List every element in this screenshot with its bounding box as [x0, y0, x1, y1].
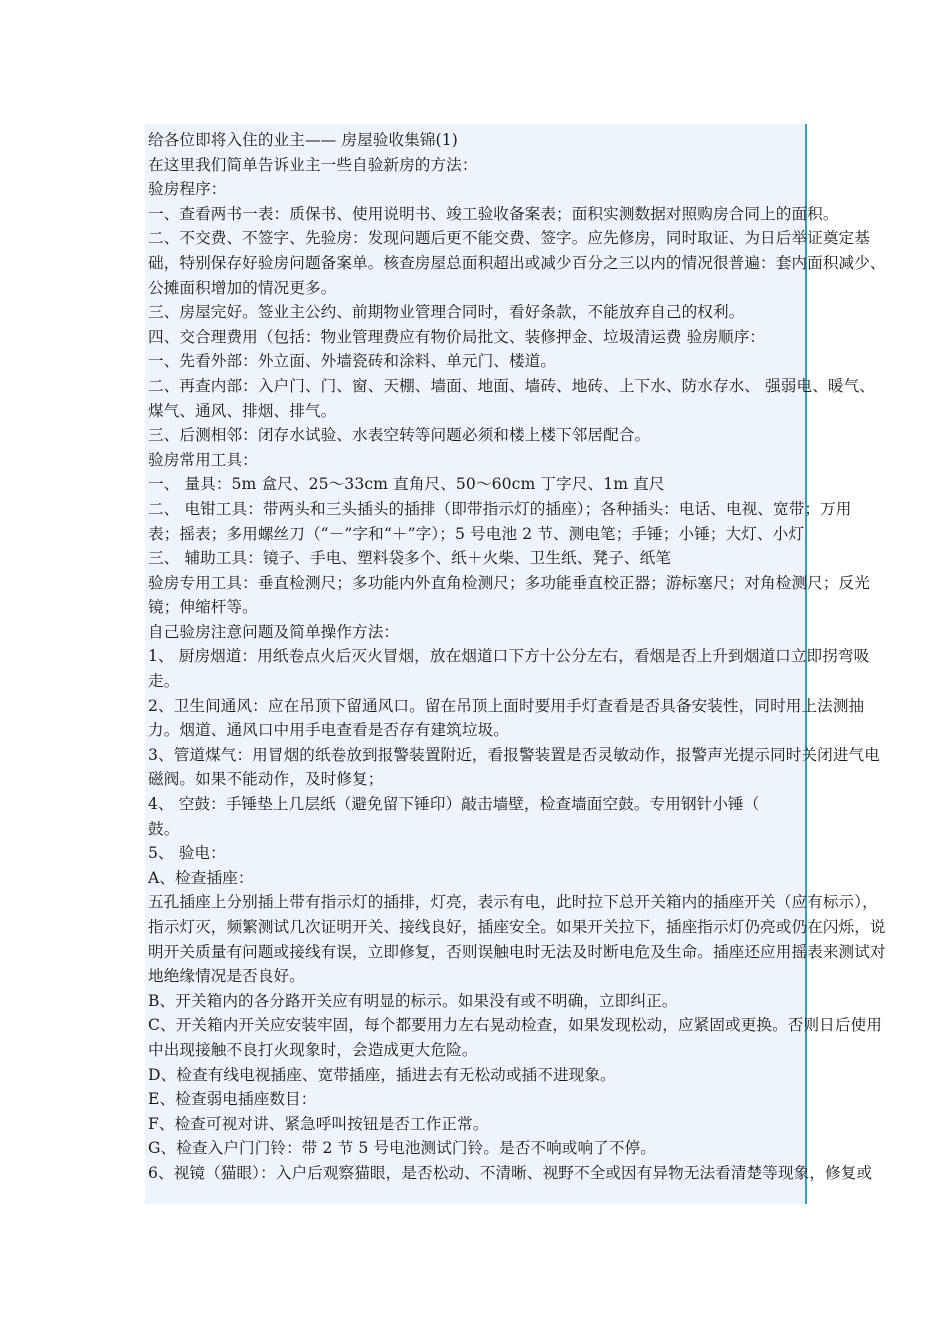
text-line: 明开关质量有问题或接线有误，立即修复，否则误触电时无法及时断电危及生命。插座还应用摇表来测试对: [148, 942, 886, 961]
text-line: D、检查有线电视插座、宽带插座，插进去有无松动或插不进现象。: [148, 1065, 616, 1084]
text-line: 2、卫生间通风：应在吊顶下留通风口。留在吊顶上面时要用手灯查看是否具备安装性，同时用上法测抽: [148, 696, 865, 715]
text-line: 地绝缘情况是否良好。: [148, 967, 305, 986]
text-line: 6、视镜（猫眼）：入户后观察猫眼，是否松动、不清晰、视野不全或因有异物无法看清楚等现象，修复或: [148, 1163, 873, 1182]
text-line: 二、 电钳工具：带两头和三头插头的插排（即带指示灯的插座）；各种插头：电话、电视、宽带；万用: [148, 499, 852, 518]
text-line: E、检查弱电插座数目：: [148, 1090, 317, 1109]
document-body: [148, 128, 940, 1186]
section-heading: 验房常用工具：: [148, 450, 258, 469]
section-heading: 验房程序：: [148, 180, 227, 199]
text-line: 一、 量具：5m 盒尺、25～33cm 直角尺、50～60cm 丁字尺、1m 直尺: [148, 475, 665, 494]
text-line: A、检查插座：: [148, 868, 254, 887]
text-line: 3、管道煤气：用冒烟的纸卷放到报警装置附近，看报警装置是否灵敏动作，报警声光提示同时关闭进气电: [148, 745, 880, 764]
text-line: 磁阀。如果不能动作，及时修复；: [148, 770, 384, 789]
text-line: 中出现接触不良打火现象时，会造成更大危险。: [148, 1040, 478, 1059]
text-line: 四、交合理费用（包括：物业管理费应有物价局批文、装修押金、垃圾清运费 验房顺序：: [148, 327, 766, 346]
text-line: 鼓。: [148, 819, 180, 838]
text-line: 三、后测相邻：闭存水试验、水表空转等问题必须和楼上楼下邻居配合。: [148, 426, 651, 445]
text-line: 五孔插座上分别插上带有指示灯的插排，灯亮，表示有电，此时拉下总开关箱内的插座开关（应有标示），: [148, 893, 878, 912]
text-line: 验房专用工具：垂直检测尺；多功能内外直角检测尺；多功能垂直校正器；游标塞尺；对角检测尺；反光: [148, 573, 870, 592]
text-line: 一、先看外部：外立面、外墙瓷砖和涂料、单元门、楼道。: [148, 352, 557, 371]
text-line: 煤气、通风、排烟、排气。: [148, 401, 337, 420]
text-line: 走。: [148, 672, 180, 691]
section-heading: 自己验房注意问题及简单操作方法：: [148, 622, 400, 641]
text-line: 力。烟道、通风口中用手电查看是否存有建筑垃圾。: [148, 721, 509, 740]
text-line: B、开关箱内的各分路开关应有明显的标示。如果没有或不明确，立即纠正。: [148, 991, 678, 1010]
text-line: 5、 验电：: [148, 844, 226, 863]
text-line: 一、查看两书一表：质保书、使用说明书、竣工验收备案表；面积实测数据对照购房合同上的面积。: [148, 204, 839, 223]
text-line: G、检查入户门门铃：带 2 节 5 号电池测试门铃。是否不响或响了不停。: [148, 1139, 656, 1158]
text-line: 三、 辅助工具：镜子、手电、塑料袋多个、纸＋火柴、卫生纸、凳子、纸笔: [148, 549, 671, 568]
text-line: 指示灯灭，频繁测试几次证明开关、接线良好，插座安全。如果开关拉下，插座指示灯仍亮或仍在闪烁，说: [148, 918, 886, 936]
text-line: 在这里我们简单告诉业主一些自验新房的方法：: [148, 155, 478, 174]
text-line: 4、 空鼓：手锤垫上几层纸（避免留下锤印）敲击墙壁，检查墙面空鼓。专用钢针小锤（: [148, 795, 760, 814]
text-line: 公摊面积增加的情况更多。: [148, 278, 337, 297]
document-title: 给各位即将入住的业主—— 房屋验收集锦(1): [148, 131, 458, 149]
text-line: 础，特别保存好验房问题备案单。核查房屋总面积超出或减少百分之三以内的情况很普遍：套内面积减少、: [148, 253, 886, 272]
text-line: 二、不交费、不签字、先验房：发现问题后更不能交费、签字。应先修房，同时取证、为日后举证奠定基: [148, 229, 870, 248]
text-line: F、检查可视对讲、紧急呼叫按钮是否工作正常。: [148, 1114, 489, 1133]
text-line: C、开关箱内开关应安装牢固，每个都要用力左右晃动检查，如果发现松动，应紧固或更换。否则日后使用: [148, 1016, 882, 1035]
text-line: 三、房屋完好。签业主公约、前期物业管理合同时，看好条款，不能放弃自己的权利。: [148, 303, 745, 322]
text-line: 镜；伸缩杆等。: [148, 598, 258, 617]
text-line: 二、再查内部：入户门、门、窗、天棚、墙面、地面、墙砖、地砖、上下水、防水存水、 强弱电、暖气、: [148, 376, 875, 395]
text-line: 1、 厨房烟道：用纸卷点火后灭火冒烟，放在烟道口下方十公分左右，看烟是否上升到烟道口立即拐弯吸: [148, 647, 870, 666]
text-line: 表；摇表；多用螺丝刀（“－”字和“＋”字）；5 号电池 2 节、测电笔；手锤；小锤；大灯、小灯: [148, 524, 805, 543]
